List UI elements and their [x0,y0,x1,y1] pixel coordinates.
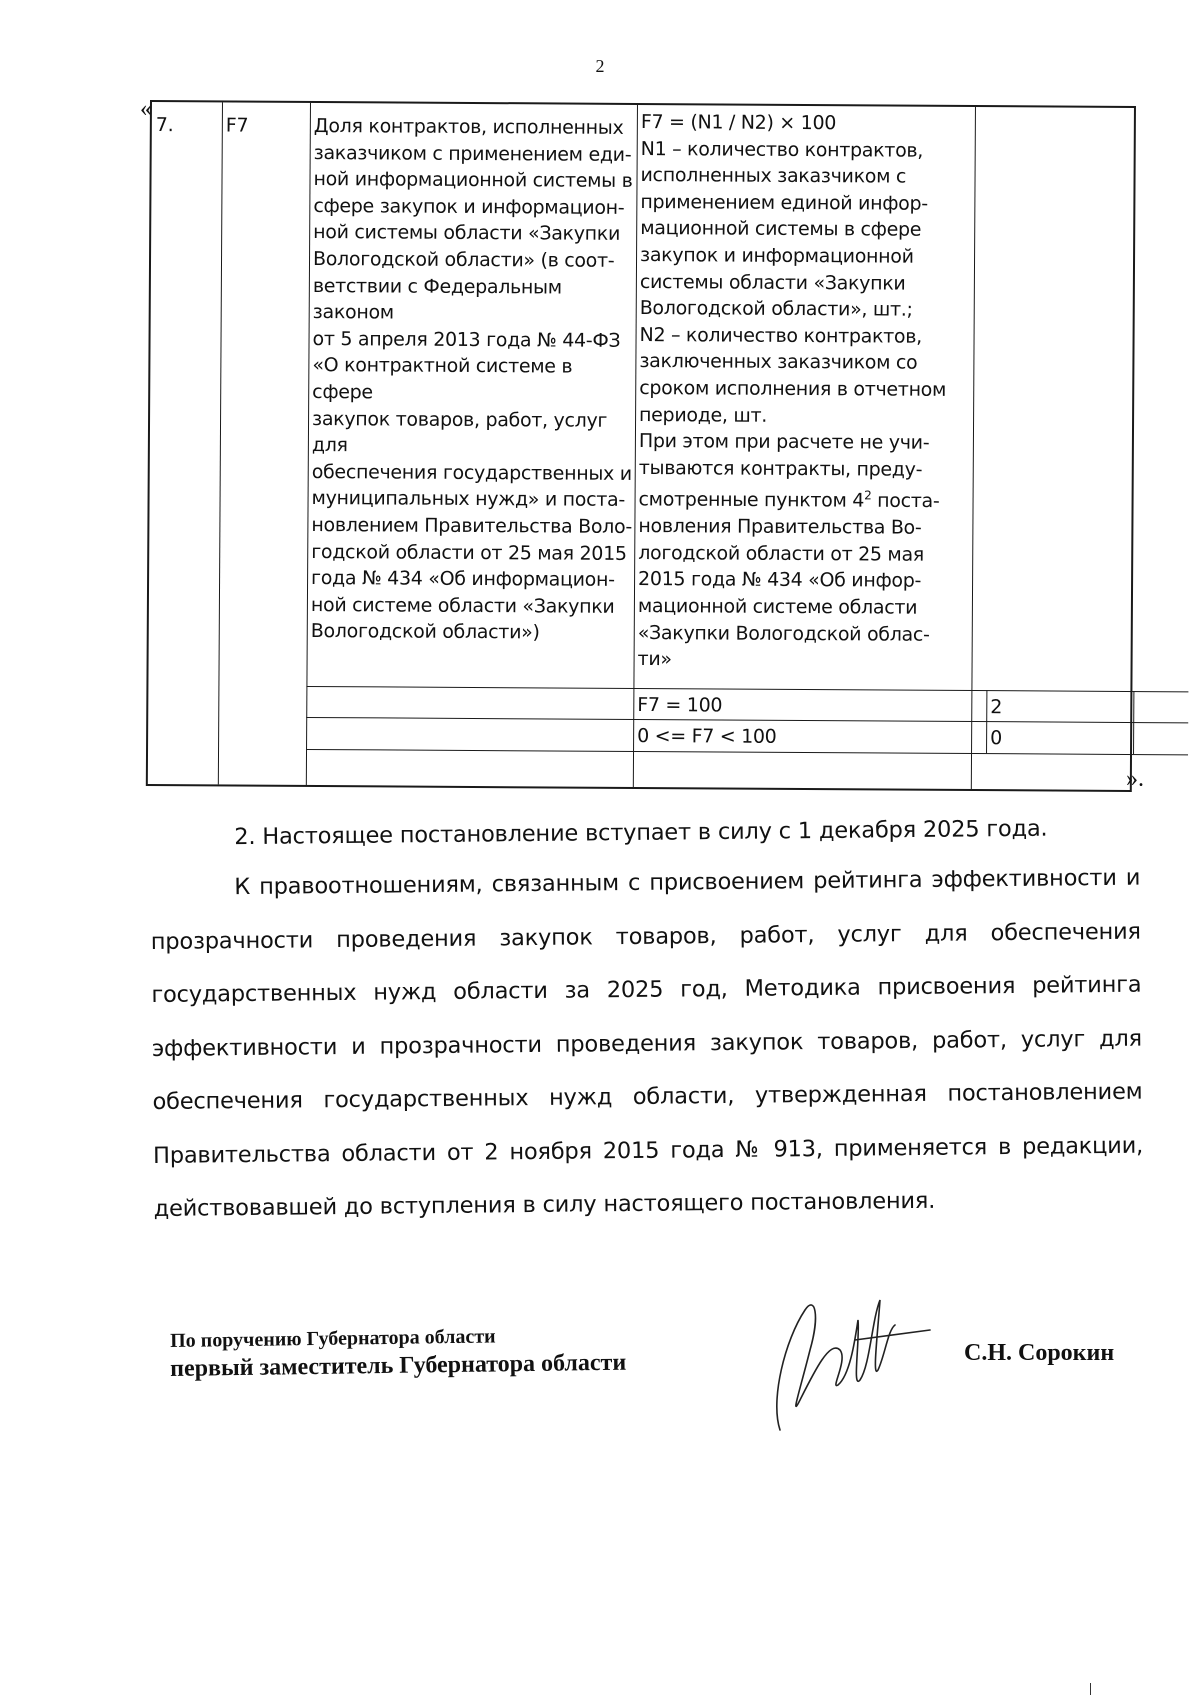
closing-quote-mark: ». [1126,766,1144,792]
column-divider [986,690,987,753]
handwritten-signature [760,1280,940,1440]
row-number: 7. [155,114,174,137]
opening-quote-mark: « [140,96,152,122]
criterion-description: Доля контрактов, исполненных заказчиком с применением еди- ной информационной системы в сфере закупок и информацион- ной системы области «Закупки Вологодской области» (в соот- ветствии с Федеральным законом от 5 апреля 2013 года № 44-ФЗ «О контрактной системе в сфере закупок товаров, работ, услуг для обеспечения государственных и муниципальных нужд» и поста- новлением Правительства Воло- годской области от 25 мая 2015 года № 434 «Об информацион- ной системе области «Закупки Вологодской области») [310,115,633,644]
formula-superscript: 2 [864,488,872,503]
criteria-table [146,100,1136,792]
column-divider [1133,691,1134,754]
signature-position: первый заместитель Губернатора области [170,1349,627,1382]
column-divider [306,103,311,785]
formula-text-continued: поста- новления Правительства Во- логодской области от 25 мая 2015 года № 434 «Об инфор- мационной системе области «Закупки Вологодской облас- ти» [637,490,940,671]
condition-cell: 0 <= F7 < 100 [637,724,777,748]
score-cell: 2 [990,696,1003,719]
paragraph-transitional: К правоотношениям, связанным с присвоением рейтинга эффективности и прозрачности проведения закупок товаров, работ, услуг для обеспечения государственных нужд области за 2025 год, Методика присвоения рейтинга эффективности и прозрачности проведения закупок товаров, работ, услуг для обеспечения государственных нужд области, утвержденная постановлением Правительства области от 2 ноября 2015 года № 913, применяется в редакции, действовавшей до вступления в силу настоящего постановления. [150,864,1144,1222]
scan-mark [1090,1683,1091,1695]
condition-cell: F7 = 100 [637,693,723,717]
criterion-code: F7 [225,114,249,137]
column-divider [218,102,223,784]
paragraph-effective-date: 2. Настоящее постановление вступает в силу с 1 декабря 2025 года. [234,815,1048,851]
score-cell: 0 [990,727,1002,750]
signature-authority: По поручению Губернатора области [170,1325,496,1352]
row-divider [306,717,1188,723]
signer-name: С.Н. Сорокин [964,1340,1115,1366]
row-divider [306,686,1188,692]
page-number: 2 [595,56,605,76]
criterion-formula [638,109,975,675]
formula-text: F7 = (N1 / N2) × 100 N1 – количество контрактов, исполненных заказчиком с применением единой инфор- мационной системы в сфере закупок и информационной системы области «Закупки Вологодской области», шт.; N2 – количество контрактов, заключенных заказчиком со сроком исполнения в отчетном периоде, шт. При этом при расчете не учи- тываются контракты, преду- смотренные пунктом 4 [638,110,947,513]
